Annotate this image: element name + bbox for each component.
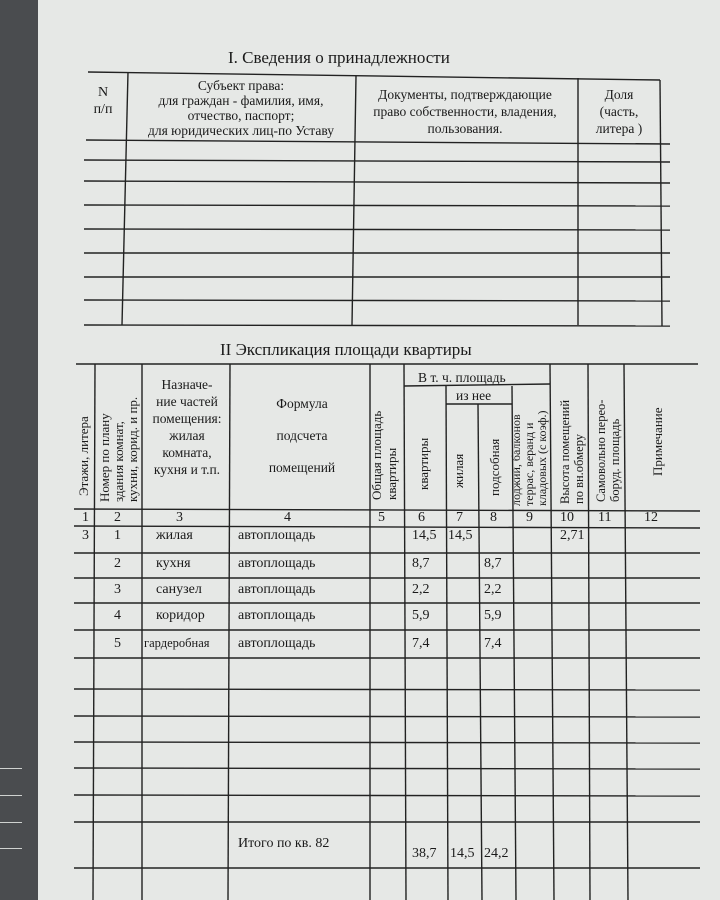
room-no-cell: 3 [114,582,121,597]
purpose-cell: жилая [156,528,193,543]
column-number: 3 [176,510,183,525]
aux-area-cell: 2,2 [484,582,502,597]
incl-area-header: В т. ч. площадь [418,370,506,385]
documents-header: Документы, подтверждающие право собственности, владения, пользования. [373,87,557,136]
purpose-cell: коридор [156,608,205,623]
document-page [38,0,720,900]
formula-cell: автоплощадь [238,608,316,623]
aux-area-cell: 7,4 [484,636,502,651]
section2-title: II Экспликация площади квартиры [220,340,472,359]
of-which-header: из нее [456,388,492,403]
totals-label: Итого по кв. 82 [238,836,330,851]
self-built-header: Самовольно перео- боруд. площадь [594,399,622,502]
loggias-header: лоджий, балконов террас, веранд и кладовых (с коэф.) [509,410,549,506]
formula-cell: автоплощадь [238,636,316,651]
subject-header: Субъект права: для граждан - фамилия, имя, отчество, паспорт; для юридических лиц-по Уставу [147,78,335,138]
column-number: 8 [490,510,497,525]
totals-apt: 38,7 [412,846,437,861]
column-number: 4 [284,510,291,525]
apt-area-cell: 14,5 [412,528,437,543]
totals-living: 14,5 [450,846,475,861]
room-no-cell: 4 [114,608,121,623]
living-area-cell: 14,5 [448,528,473,543]
column-number: 5 [378,510,385,525]
share-header: Доля (часть, литера ) [595,87,643,136]
formula-cell: автоплощадь [238,556,316,571]
section1-title: I. Сведения о принадлежности [228,48,450,67]
column-number: 10 [560,510,574,525]
purpose-header: Назначе- ние частей помещения: жилая комната, кухня и т.п. [152,377,222,477]
column-number: 12 [644,510,658,525]
height-cell: 2,71 [560,528,585,543]
num-header: N п/п [93,85,113,117]
column-number: 7 [456,510,463,525]
table-grid [38,0,720,900]
aux-area-cell: 5,9 [484,608,502,623]
apt-area-cell: 8,7 [412,556,430,571]
height-header: Высота помещений по вн.обмеру [558,399,586,504]
room-no-header: Номер по плану здания комнат, кухни, корид. и пр. [97,396,140,502]
purpose-cell: кухня [156,556,191,571]
apt-area-cell: 7,4 [412,636,430,651]
room-no-cell: 2 [114,556,121,571]
totals-aux: 24,2 [484,846,509,861]
purpose-cell: гардеробная [144,636,210,650]
purpose-cell: санузел [156,582,202,597]
auxiliary-header: подсобная [487,438,502,496]
total-area-header: Общая площадь квартиры [369,410,399,500]
floors-header: Этажи, литера [76,416,91,496]
formula-header: Формула подсчета помещений [268,396,336,475]
note-header: Примечание [650,407,665,476]
floor-cell: 3 [82,528,89,543]
room-no-cell: 1 [114,528,121,543]
apt-area-cell: 2,2 [412,582,430,597]
apartments-header: квартиры [416,437,431,490]
aux-area-cell: 8,7 [484,556,502,571]
column-number: 2 [114,510,121,525]
column-number: 6 [418,510,425,525]
room-no-cell: 5 [114,636,121,651]
apt-area-cell: 5,9 [412,608,430,623]
column-number: 11 [598,510,612,525]
column-number: 1 [82,510,89,525]
column-number: 9 [526,510,533,525]
formula-cell: автоплощадь [238,582,316,597]
living-header: жилая [451,453,466,488]
formula-cell: автоплощадь [238,528,316,543]
